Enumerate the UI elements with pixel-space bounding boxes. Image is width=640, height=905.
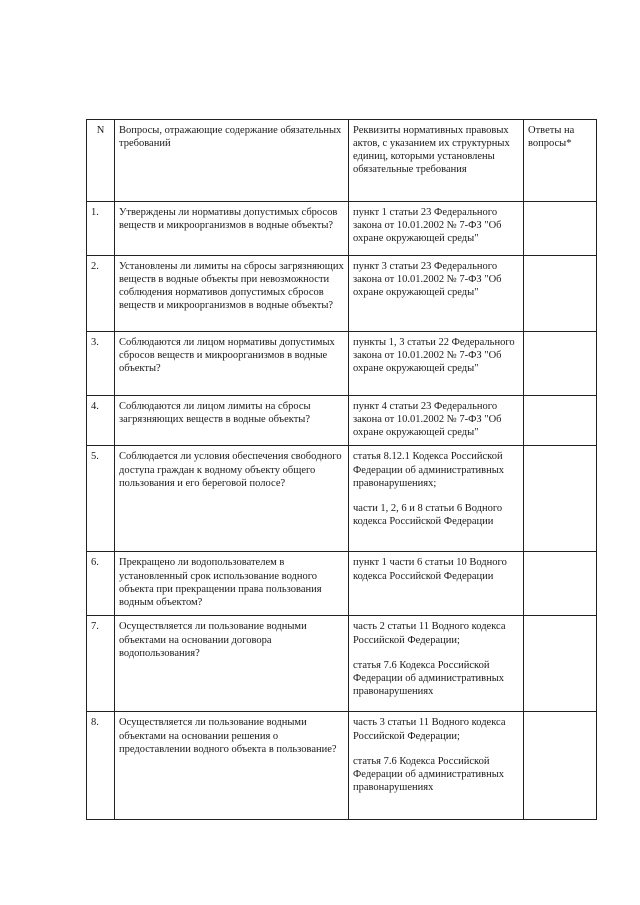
row-number: 3. [87,332,115,396]
table-row [87,396,597,446]
table-header-row [87,120,597,202]
row-question: Осуществляется ли пользование водными объектами на основании договора водопользования? [115,616,349,712]
row-reference [349,332,524,396]
row-question: Утверждены ли нормативы допустимых сбросов веществ и микроорганизмов в водные объекты? [115,202,349,256]
row-question: Соблюдается ли условия обеспечения свободного доступа граждан к водному объекту общего пользования и его береговой полосе? [115,446,349,552]
row-number: 1. [87,202,115,256]
table-row [87,202,597,256]
row-reference [349,446,524,552]
requirements-table [86,119,597,820]
table-row [87,712,597,820]
header-num: N [87,120,115,202]
header-answer: Ответы на вопросы* [524,120,597,202]
row-answer[interactable] [524,396,597,446]
row-answer[interactable] [524,202,597,256]
reference-text: часть 2 статьи 11 Водного кодекса Российской Федерации; [353,621,506,646]
reference-text: статья 7.6 Кодекса Российской Федерации об административных правонарушениях [353,659,505,697]
reference-text: пункт 4 статьи 23 Федерального закона от 10.01.2002 № 7-ФЗ "Об охране окружающей среды" [353,401,502,439]
row-number: 2. [87,256,115,332]
row-question: Соблюдаются ли лицом нормативы допустимых сбросов веществ и микроорганизмов в водные объекты? [115,332,349,396]
row-answer[interactable] [524,712,597,820]
row-question: Установлены ли лимиты на сбросы загрязняющих веществ в водные объекты при невозможности соблюдения нормативов допустимых сбросов веществ и микроорганизмов в водные объекты? [115,256,349,332]
row-reference [349,202,524,256]
reference-text: пункт 1 части 6 статьи 10 Водного кодекса Российской Федерации [353,557,507,582]
reference-text: пункт 1 статьи 23 Федерального закона от 10.01.2002 № 7-ФЗ "Об охране окружающей среды" [353,207,502,245]
row-answer[interactable] [524,552,597,616]
reference-text: части 1, 2, 6 и 8 статьи 6 Водного кодекса Российской Федерации [353,502,503,527]
row-reference [349,616,524,712]
row-question: Осуществляется ли пользование водными объектами на основании решения о предоставлении водного объекта в пользование? [115,712,349,820]
table-row [87,332,597,396]
reference-text: часть 3 статьи 11 Водного кодекса Российской Федерации; [353,717,506,742]
reference-text: пункт 3 статьи 23 Федерального закона от 10.01.2002 № 7-ФЗ "Об охране окружающей среды" [353,261,502,299]
row-question: Соблюдаются ли лицом лимиты на сбросы загрязняющих веществ в водные объекты? [115,396,349,446]
table-row [87,256,597,332]
row-number: 7. [87,616,115,712]
row-number: 5. [87,446,115,552]
table-row [87,616,597,712]
row-number: 4. [87,396,115,446]
table-row [87,446,597,552]
row-reference [349,256,524,332]
reference-text: статья 7.6 Кодекса Российской Федерации об административных правонарушениях [353,755,505,793]
row-answer[interactable] [524,446,597,552]
row-answer[interactable] [524,332,597,396]
row-answer[interactable] [524,256,597,332]
row-answer[interactable] [524,616,597,712]
row-number: 6. [87,552,115,616]
row-reference [349,712,524,820]
header-reference: Реквизиты нормативных правовых актов, с указанием их структурных единиц, которыми установлены обязательные требования [349,120,524,202]
row-reference [349,396,524,446]
row-question: Прекращено ли водопользователем в установленный срок использование водного объекта при прекращении права пользования водным объектом? [115,552,349,616]
row-reference [349,552,524,616]
header-question: Вопросы, отражающие содержание обязательных требований [115,120,349,202]
row-number: 8. [87,712,115,820]
reference-text: пункты 1, 3 статьи 22 Федерального закона от 10.01.2002 № 7-ФЗ "Об охране окружающей среды" [353,337,515,375]
reference-text: статья 8.12.1 Кодекса Российской Федерации об административных правонарушениях; [353,451,505,489]
table-row [87,552,597,616]
